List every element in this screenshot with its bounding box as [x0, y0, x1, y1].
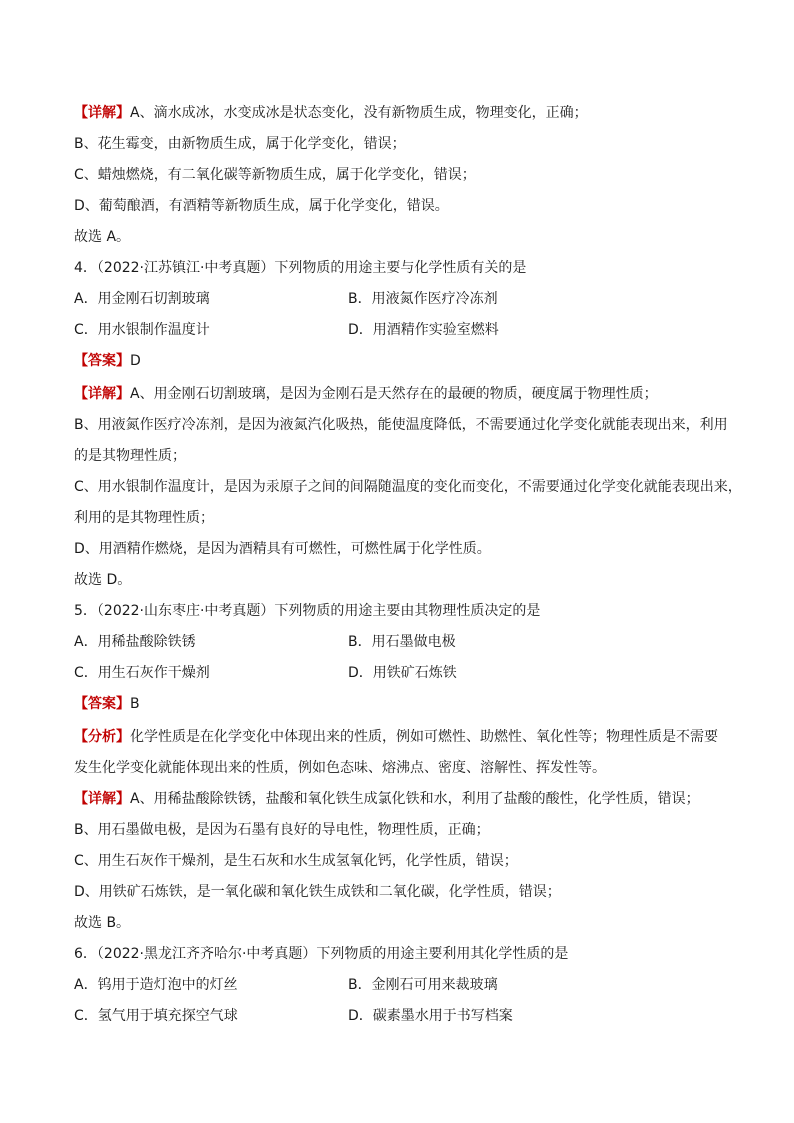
q6-stem: 6．（2022·黑龙江齐齐哈尔·中考真题）下列物质的用途主要利用其化学性质的是: [74, 946, 569, 962]
q6-option-d: D．碳素墨水用于书写档案: [348, 1008, 513, 1024]
q6-option-b: B．金刚石可用来裁玻璃: [348, 977, 498, 993]
analysis-text: 化学性质是在化学变化中体现出来的性质，例如可燃性、助燃性、氧化性等；物理性质是不需要: [130, 729, 718, 745]
answer-tag: 【答案】: [74, 696, 130, 712]
q4-answer: [74, 352, 734, 370]
detail-tag: 【详解】: [74, 105, 130, 121]
detail-text: A、用稀盐酸除铁锈，盐酸和氧化铁生成氯化铁和水，利用了盐酸的酸性，化学性质，错误；: [130, 791, 700, 807]
q4-stem: 4．（2022·江苏镇江·中考真题）下列物质的用途主要与化学性质有关的是: [74, 260, 527, 276]
q4-detail-a: [74, 385, 734, 403]
q5-detail-b: B、用石墨做电极，是因为石墨有良好的导电性，物理性质，正确；: [74, 822, 490, 838]
q3-detail-c: C、蜡烛燃烧，有二氧化碳等新物质生成，属于化学变化，错误；: [74, 167, 476, 183]
q4-conclusion: 故选 D。: [74, 572, 132, 588]
detail-text: A、用金刚石切割玻璃，是因为金刚石是天然存在的最硬的物质，硬度属于物理性质；: [130, 386, 658, 402]
q5-detail-d: D、用铁矿石炼铁，是一氧化碳和氧化铁生成铁和二氧化碳，化学性质，错误；: [74, 884, 561, 900]
q5-answer: [74, 695, 734, 713]
answer-value: D: [130, 353, 141, 369]
q6-option-c: C．氢气用于填充探空气球: [74, 1008, 238, 1024]
answer-value: B: [130, 696, 140, 712]
q4-detail-b1: B、用液氮作医疗冷冻剂，是因为液氮汽化吸热，能使温度降低，不需要通过化学变化就能表现出来，利用: [74, 417, 728, 433]
detail-tag: 【详解】: [74, 791, 130, 807]
q5-conclusion: 故选 B。: [74, 915, 131, 931]
q4-detail-b2: 的是其物理性质；: [74, 448, 186, 464]
q5-stem: 5．（2022·山东枣庄·中考真题）下列物质的用途主要由其物理性质决定的是: [74, 603, 541, 619]
q4-detail-c2: 利用的是其物理性质；: [74, 510, 214, 526]
q5-option-d: D．用铁矿石炼铁: [348, 665, 457, 681]
q4-option-d: D．用酒精作实验室燃料: [348, 322, 499, 338]
q3-conclusion: 故选 A。: [74, 229, 131, 245]
q4-option-b: B．用液氮作医疗冷冻剂: [348, 291, 498, 307]
q5-option-c: C．用生石灰作干燥剂: [74, 665, 210, 681]
q4-detail-c1: C、用水银制作温度计，是因为汞原子之间的间隔随温度的变化而变化，不需要通过化学变化就能表现出来，: [74, 479, 742, 495]
q3-detail-a: [74, 104, 734, 122]
q6-option-a: A．钨用于造灯泡中的灯丝: [74, 977, 238, 993]
q5-option-b: B．用石墨做电极: [348, 634, 456, 650]
q5-analysis-2: 发生化学变化就能体现出来的性质，例如色态味、熔沸点、密度、溶解性、挥发性等。: [74, 760, 606, 776]
q4-option-c: C．用水银制作温度计: [74, 322, 210, 338]
detail-tag: 【详解】: [74, 386, 130, 402]
q5-analysis-1: [74, 728, 734, 746]
q4-option-a: A．用金刚石切割玻璃: [74, 291, 210, 307]
q3-detail-d: D、葡萄酿酒，有酒精等新物质生成，属于化学变化，错误。: [74, 198, 449, 214]
answer-tag: 【答案】: [74, 353, 130, 369]
q3-detail-b: B、花生霉变，由新物质生成，属于化学变化，错误；: [74, 136, 406, 152]
q4-detail-d: D、用酒精作燃烧，是因为酒精具有可燃性，可燃性属于化学性质。: [74, 541, 491, 557]
q5-detail-c: C、用生石灰作干燥剂，是生石灰和水生成氢氧化钙，化学性质，错误；: [74, 853, 518, 869]
q5-option-a: A．用稀盐酸除铁锈: [74, 634, 196, 650]
detail-text: A、滴水成冰，水变成冰是状态变化，没有新物质生成，物理变化，正确；: [130, 105, 588, 121]
analysis-tag: 【分析】: [74, 729, 130, 745]
q5-detail-a: [74, 790, 734, 808]
